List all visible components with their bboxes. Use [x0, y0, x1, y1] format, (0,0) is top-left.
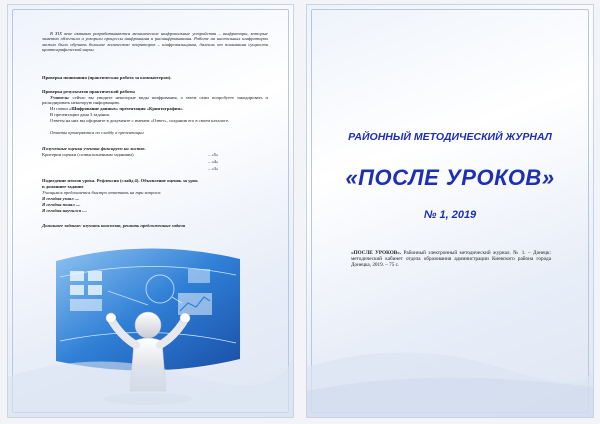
- bibliographic-note: [351, 250, 551, 268]
- homework-line: Домашнее задание: изучить конспект, решить предложенные задачи: [42, 223, 186, 228]
- right-page: [306, 4, 594, 418]
- tasks-line: В презентации дана 3 задания.: [50, 112, 110, 117]
- folder-line: [42, 106, 268, 111]
- results-heading: Проверка результатов практической работы: [42, 89, 135, 94]
- folder-line-start: Из папки: [50, 106, 70, 111]
- reflection-q1: Я сегодня узнал ....: [42, 196, 80, 201]
- homework-label: и домашнее задание: [42, 184, 84, 189]
- issue-number: № 1, 2019: [423, 209, 477, 221]
- reflection-prompt: Учащимся предлагается быстро ответить на три вопроса:: [42, 190, 162, 195]
- bib-text: Районный электронный методический журнал. № 1. – Донецк: методический кабинет отдела образования администрации Киевского района города Донецка, 2019. – 75 с.: [351, 250, 551, 268]
- journal-label: РАЙОННЫЙ МЕТОДИЧЕСКИЙ ЖУРНАЛ: [348, 131, 552, 143]
- grade-5: – «5»: [208, 152, 219, 157]
- bib-title: «ПОСЛЕ УРОКОВ».: [351, 250, 402, 256]
- grades-heading: Полученные оценки ученика фиксируем на листке.: [42, 146, 146, 151]
- grade-4: – «4»: [208, 159, 219, 164]
- teacher-paragraph: [42, 95, 268, 106]
- screen-tile: [70, 271, 84, 281]
- reflection-q3: Я сегодня научился ....: [42, 208, 87, 213]
- reflection-q2: Я сегодня понял ....: [42, 202, 81, 207]
- decorative-wave: [307, 287, 593, 417]
- answers-note: Ответы проверяются по слайду в презентации: [50, 130, 144, 135]
- criteria-label: Критерии оценки (созвыполненным заданиям): [42, 152, 134, 157]
- journal-title: «ПОСЛЕ УРОКОВ»: [345, 165, 555, 190]
- summary-heading: Подведение итогов урока. Рефлексия (слайд 4). Объявление оценок за урок: [42, 178, 198, 183]
- grade-3: – «3»: [208, 166, 219, 171]
- folder-name: «Шифрование данных» презентация «Криптография».: [69, 106, 184, 111]
- intro-paragraph: В XIX веке активно разрабатываются механические шифровальные устройства – шифраторы, которые заметно облегчили и ускорили процессы шифрования и расшифровывания. Работе на настольных шифраторах можно было обучить большое количество операторов – шифровальщиков, далеких от понимания сущности криптографической науки.: [42, 31, 268, 52]
- teacher-label: Учитель:: [50, 95, 70, 100]
- answers-line: Ответы на них вы оформите в документе с именем «Ответ», сохранив его в своем каталоге.: [50, 118, 230, 123]
- check-heading: Проверка понимания (практическая работа за компьютером).: [42, 75, 172, 80]
- screen-tile: [188, 269, 210, 283]
- screen-tile: [88, 271, 102, 281]
- teacher-text: сейчас вы увидите некоторые виды шифрования, а затем сами попробуете закодировать и раскодировать некоторую информацию.: [42, 95, 268, 106]
- decorative-wave: [8, 287, 293, 417]
- left-page: [7, 4, 294, 418]
